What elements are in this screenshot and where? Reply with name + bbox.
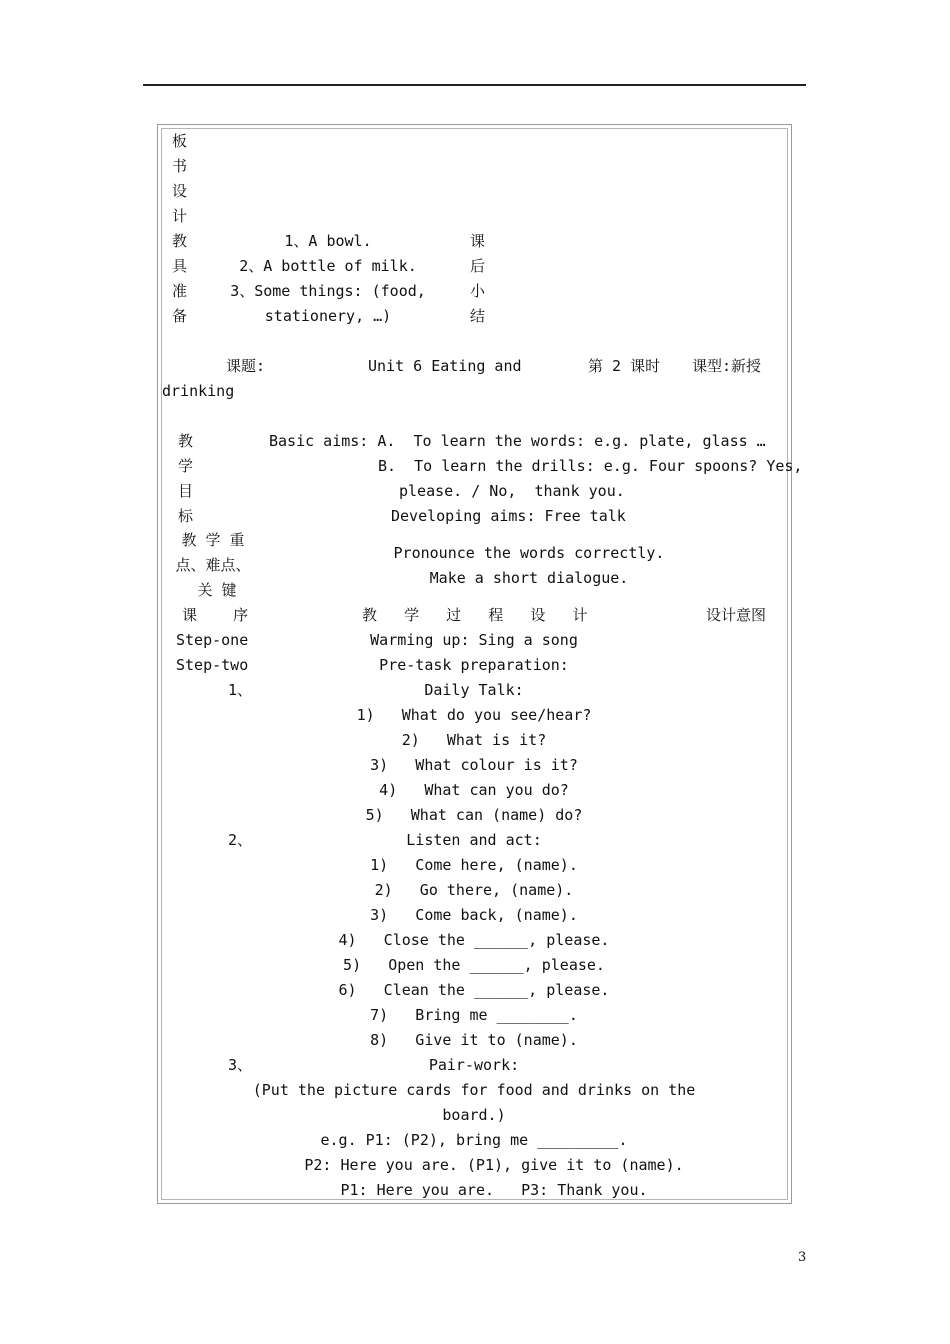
objective-line: Developing aims: Free talk <box>391 507 626 525</box>
topic-label: 课题: <box>226 357 266 375</box>
listen-act-item: 7) Bring me ________. <box>370 1006 578 1024</box>
design-intent-header: 设计意图 <box>706 606 767 624</box>
daily-talk-item: 1) What do you see/hear? <box>356 706 592 724</box>
teaching-aids-label: 准 <box>172 282 188 300</box>
objective-line: Basic aims: A. To learn the words: e.g. plate, glass … <box>269 432 766 450</box>
lesson-period: 第 2 课时 <box>588 357 661 375</box>
listen-act-item: 4) Close the ______, please. <box>338 931 610 949</box>
lesson-type: 课型:新授 <box>692 357 762 375</box>
header-rule <box>143 84 806 86</box>
pair-work-title: Pair-work: <box>428 1056 520 1074</box>
board-design-label: 书 <box>172 157 188 175</box>
page-number: 3 <box>798 1250 807 1265</box>
after-class-label: 小 <box>470 282 486 300</box>
objectives-label: 学 <box>178 457 194 475</box>
key-points-label: 点、难点、 <box>175 556 251 574</box>
pair-work-line: P1: Here you are. P3: Thank you. <box>340 1181 648 1199</box>
process-order-header: 课 序 <box>182 606 249 624</box>
board-design-label: 计 <box>172 207 188 225</box>
teaching-aids-label: 备 <box>172 307 188 325</box>
teaching-aid-item: stationery, …) <box>264 307 392 325</box>
key-point-line: Make a short dialogue. <box>429 569 629 587</box>
topic-title: Unit 6 Eating and <box>368 357 522 375</box>
objectives-label: 教 <box>178 432 194 450</box>
daily-talk-item: 3) What colour is it? <box>370 756 578 774</box>
after-class-label: 后 <box>470 257 486 275</box>
listen-act-item: 3) Come back, (name). <box>370 906 578 924</box>
step-two-label: Step-two <box>176 656 249 674</box>
key-point-line: Pronounce the words correctly. <box>393 544 665 562</box>
daily-talk-item: 5) What can (name) do? <box>365 806 583 824</box>
listen-act-title: Listen and act: <box>406 831 542 849</box>
daily-talk-title: Daily Talk: <box>424 681 524 699</box>
section-number: 3、 <box>228 1056 253 1074</box>
step-two-text: Pre-task preparation: <box>379 656 569 674</box>
step-one-text: Warming up: Sing a song <box>370 631 578 649</box>
step-one-label: Step-one <box>176 631 249 649</box>
board-design-label: 设 <box>172 182 188 200</box>
listen-act-item: 8) Give it to (name). <box>370 1031 578 1049</box>
objectives-label: 目 <box>178 482 194 500</box>
daily-talk-item: 2) What is it? <box>401 731 547 749</box>
key-points-label: 教 学 重 <box>181 531 245 549</box>
teaching-aid-item: 3、Some things: (food, <box>230 282 426 300</box>
section-number: 2、 <box>228 831 253 849</box>
listen-act-item: 2) Go there, (name). <box>374 881 574 899</box>
listen-act-item: 5) Open the ______, please. <box>343 956 605 974</box>
topic-title-cont: drinking <box>162 382 235 400</box>
teaching-aid-item: 1、A bowl. <box>284 232 372 250</box>
board-design-label: 板 <box>172 132 188 150</box>
daily-talk-item: 4) What can you do? <box>379 781 569 799</box>
after-class-label: 课 <box>470 232 486 250</box>
teaching-aids-label: 教 <box>172 232 188 250</box>
teaching-aid-item: 2、A bottle of milk. <box>239 257 417 275</box>
objectives-label: 标 <box>178 507 194 525</box>
section-number: 1、 <box>228 681 253 699</box>
teaching-aids-label: 具 <box>172 257 188 275</box>
objective-line: please. / No, thank you. <box>399 482 625 500</box>
objective-line: B. To learn the drills: e.g. Four spoons? Yes, <box>378 457 803 475</box>
pair-work-line: P2: Here you are. (P1), give it to (name). <box>304 1156 684 1174</box>
pair-work-line: board.) <box>442 1106 506 1124</box>
listen-act-item: 1) Come here, (name). <box>370 856 578 874</box>
process-design-header: 教 学 过 程 设 计 <box>362 606 588 624</box>
listen-act-item: 6) Clean the ______, please. <box>338 981 610 999</box>
pair-work-line: e.g. P1: (P2), bring me _________. <box>320 1131 628 1149</box>
pair-work-line: (Put the picture cards for food and drinks on the <box>252 1081 696 1099</box>
after-class-label: 结 <box>470 307 486 325</box>
key-points-label: 关 键 <box>197 581 237 599</box>
